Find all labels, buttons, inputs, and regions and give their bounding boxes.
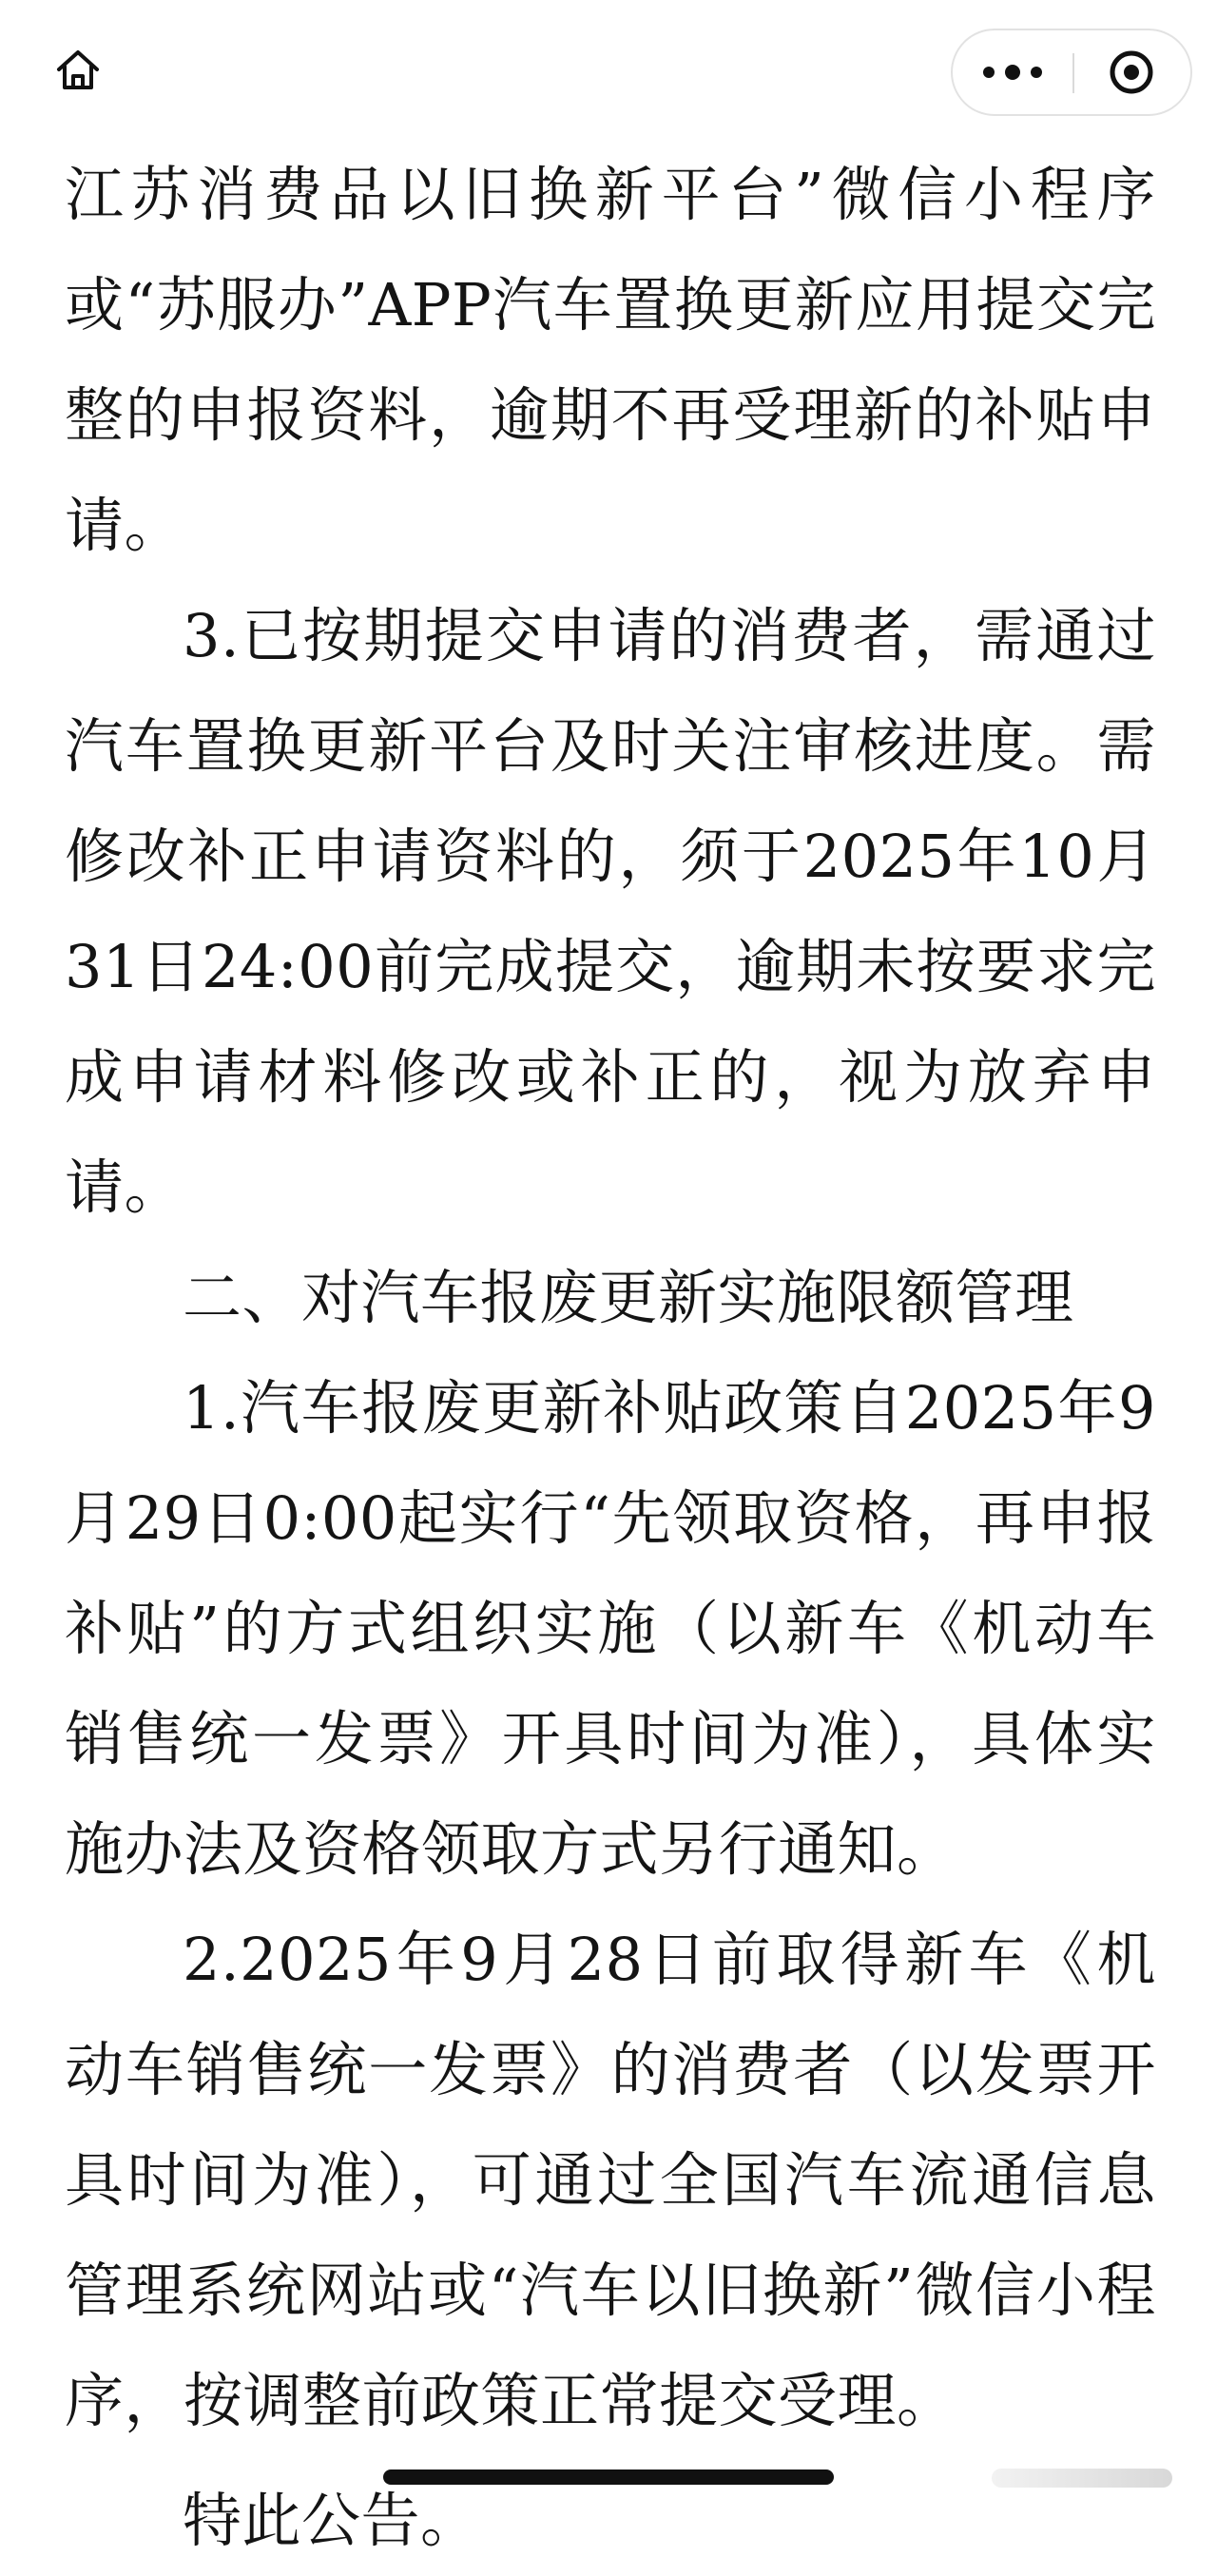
scroll-hint-bar: [992, 2469, 1172, 2488]
more-button[interactable]: [970, 44, 1055, 101]
paragraph-submission-deadline: 江苏消费品以旧换新平台”微信小程序或“苏服办”APP汽车置换更新应用提交完整的申报资料，逾期不再受理新的补贴申请。: [65, 160, 1156, 560]
paragraph-submitted-application: 3.已按期提交申请的消费者，需通过汽车置换更新平台及时关注审核进度。需修改补正申请资料的，须于2025年10月31日24:00前完成提交，逾期未按要求完成申请材料修改或补正的，视为放弃申请。: [65, 601, 1156, 1222]
target-close-icon: [1107, 48, 1156, 97]
mini-program-capsule: [951, 29, 1192, 116]
section-heading-scrap-update: 二、对汽车报废更新实施限额管理: [183, 1263, 1074, 1332]
paragraph-qualification-policy: 1.汽车报废更新补贴政策自2025年9月29日0:00起实行“先领取资格，再申报补贴”的方式组织实施（以新车《机动车销售统一发票》开具时间为准），具体实施办法及资格领取方式另行通知。: [65, 1373, 1156, 1884]
paragraph-before-adjustment: 2.2025年9月28日前取得新车《机动车销售统一发票》的消费者（以发票开具时间为准），可通过全国汽车流通信息管理系统网站或“汽车以旧换新”微信小程序，按调整前政策正常提交受理。: [65, 1925, 1156, 2435]
home-icon: [53, 46, 103, 95]
closing-notice: 特此公告。: [183, 2486, 480, 2555]
home-button[interactable]: [44, 36, 112, 105]
mini-program-top-bar: [0, 0, 1217, 143]
home-indicator[interactable]: [383, 2469, 834, 2485]
close-mini-program-button[interactable]: [1093, 44, 1169, 101]
capsule-divider: [1072, 53, 1074, 93]
announcement-body: [65, 140, 1156, 2576]
more-dots-icon: [979, 61, 1046, 84]
